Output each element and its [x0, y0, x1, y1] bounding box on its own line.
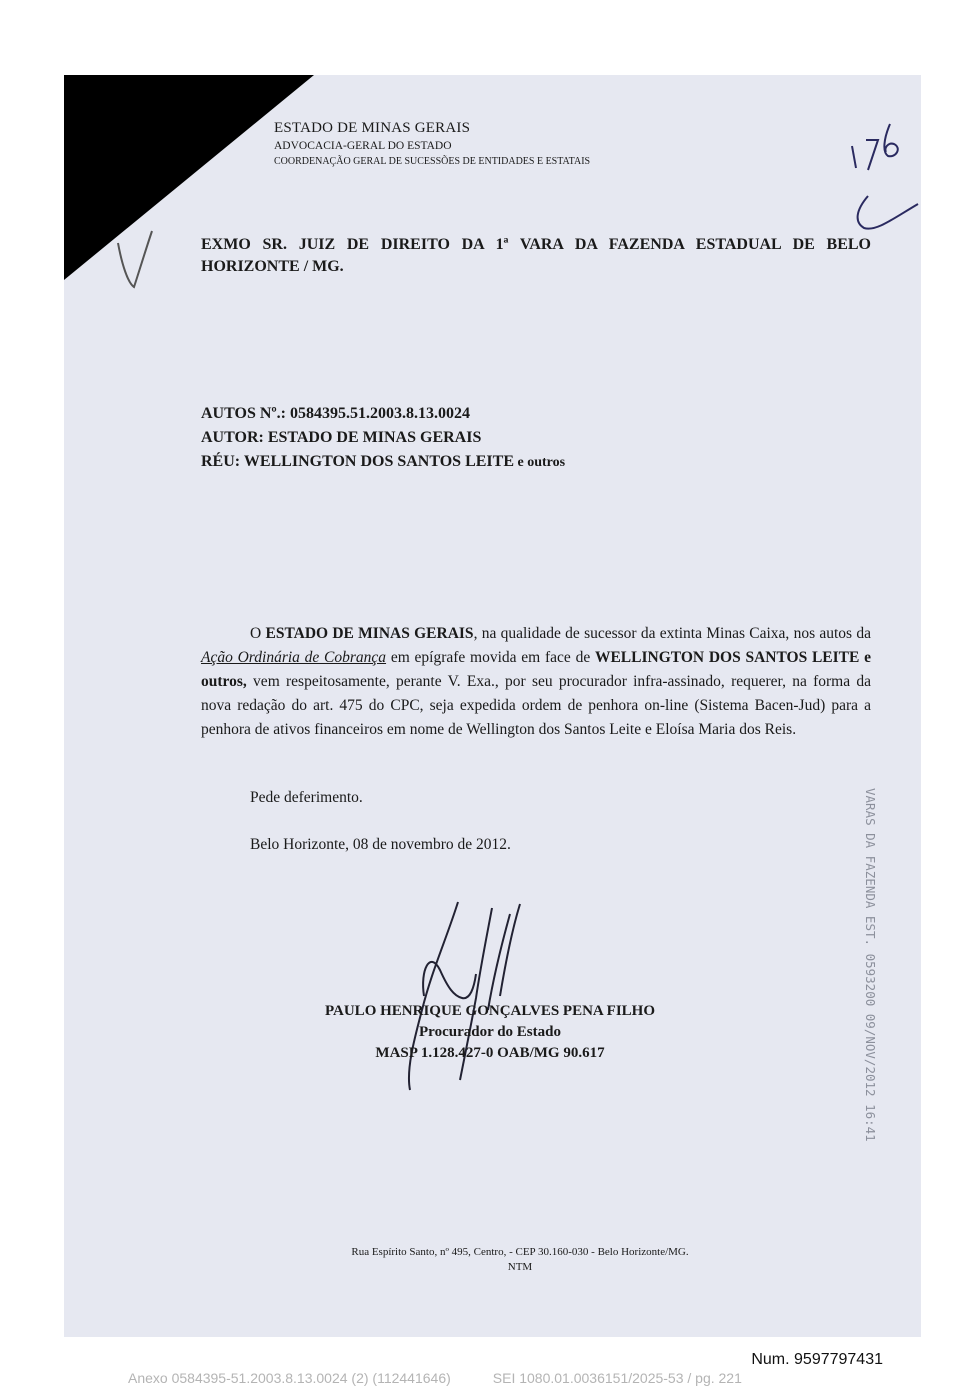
- footer-initials: NTM: [507, 1261, 533, 1273]
- signatory-name: PAULO HENRIQUE GONÇALVES PENA FILHO: [324, 1003, 656, 1019]
- page-reference: [128, 1370, 742, 1386]
- page-reference-left: Anexo 0584395-51.2003.8.13.0024 (2) (112441646): [128, 1370, 451, 1386]
- letterhead-state: ESTADO DE MINAS GERAIS: [274, 120, 471, 136]
- place-date: Belo Horizonte, 08 de novembro de 2012.: [250, 836, 511, 853]
- handwritten-page-number: [830, 118, 920, 238]
- addressee: EXMO SR. JUIZ DE DIREITO DA 1ª VARA DA FAZENDA ESTADUAL DE BELO HORIZONTE / MG.: [201, 236, 871, 275]
- case-block: [201, 402, 565, 475]
- case-plaintiff: AUTOR: ESTADO DE MINAS GERAIS: [201, 429, 482, 446]
- signatory-block: [240, 1001, 740, 1064]
- petition-paragraph: O ESTADO DE MINAS GERAIS, na qualidade de sucessor da extinta Minas Caixa, nos autos da Ação Ordinária de Cobrança em epígrafe movida em face de WELLINGTON DOS SANTOS LEITE e outros, vem respeitosamente, perante V. Exa., por seu procurador infra-assinado, requerer, na forma da nova redação do art. 475 do CPC, seja expedida ordem de penhora on-line (Sistema Bacen-Jud) para a penhora de ativos financeiros em nome de Wellington dos Santos Leite e Eloísa Maria dos Reis.: [201, 625, 872, 738]
- signatory-ids: MASP 1.128.427-0 OAB/MG 90.617: [375, 1045, 605, 1061]
- petition-body: [201, 622, 871, 742]
- letter-footer: [300, 1245, 740, 1275]
- letterhead: [274, 119, 590, 169]
- closing-request: Pede deferimento.: [250, 789, 363, 806]
- footer-address: Rua Espírito Santo, nº 495, Centro, - CEP 30.160-030 - Belo Horizonte/MG.: [351, 1246, 689, 1258]
- handwritten-signature: [400, 900, 550, 1095]
- document-number: Num. 9597797431: [751, 1351, 883, 1368]
- receipt-stamp: VARAS DA FAZENDA EST. 0593200 09/NOV/2012 16:41: [863, 788, 878, 1142]
- case-number: AUTOS Nº.: 0584395.51.2003.8.13.0024: [201, 405, 470, 422]
- case-defendant: RÉU: WELLINGTON DOS SANTOS LEITE e outros: [201, 453, 566, 470]
- check-mark-icon: [110, 225, 160, 295]
- letterhead-coordination: COORDENAÇÃO GERAL DE SUCESSÕES DE ENTIDADES E ESTATAIS: [274, 156, 591, 167]
- signatory-role: Procurador do Estado: [419, 1024, 561, 1040]
- letterhead-agency: ADVOCACIA-GERAL DO ESTADO: [274, 140, 452, 152]
- page-reference-right: SEI 1080.01.0036151/2025-53 / pg. 221: [492, 1370, 742, 1386]
